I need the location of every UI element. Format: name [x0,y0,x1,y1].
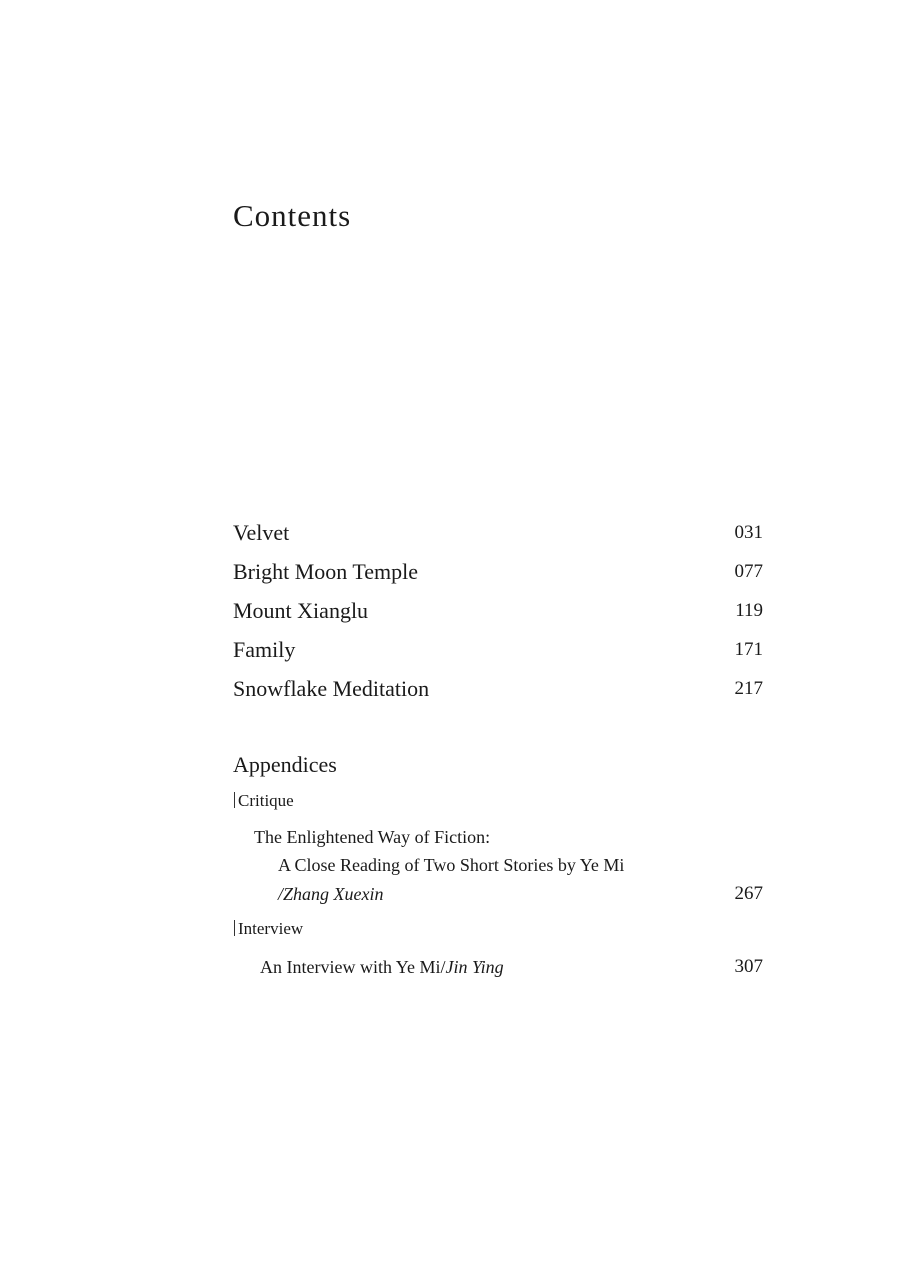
toc-entry-title: Bright Moon Temple [233,559,419,584]
interview-label: Interview [238,919,304,938]
interview-title-line [260,954,504,980]
section-bar-icon [234,792,235,808]
critique-author: /Zhang Xuexin [278,884,384,904]
critique-title-line1: The Enlightened Way of Fiction: [254,827,491,847]
toc-entry-family[interactable] [233,635,763,665]
toc-entry-page: 217 [734,678,763,699]
toc-entry-page: 119 [735,600,763,621]
interview-section-label [234,917,303,941]
toc-entry-snowflake-meditation[interactable] [233,674,763,704]
interview-author: Jin Ying [445,957,504,977]
toc-entry-page: 171 [734,639,763,660]
toc-entry-velvet[interactable] [233,518,763,548]
toc-entry-bright-moon-temple[interactable] [233,557,763,587]
toc-entry-title: Family [233,637,296,662]
critique-section-label [234,789,294,813]
section-bar-icon [234,920,235,936]
critique-title-line2: A Close Reading of Two Short Stories by Ye Mi [278,855,625,875]
critique-label: Critique [238,791,294,810]
page-title: Contents [233,198,352,233]
toc-entry-title: Velvet [233,520,290,545]
toc-entry-mount-xianglu[interactable] [233,596,763,626]
interview-page: 307 [734,956,763,977]
toc-entry-title: Snowflake Meditation [233,676,430,701]
interview-title: An Interview with Ye Mi/ [260,957,446,977]
toc-entry-title: Mount Xianglu [233,598,369,623]
toc-entry-page: 031 [734,522,763,543]
toc-entry-page: 077 [734,561,763,582]
critique-page: 267 [734,883,763,904]
appendices-heading: Appendices [233,752,337,777]
